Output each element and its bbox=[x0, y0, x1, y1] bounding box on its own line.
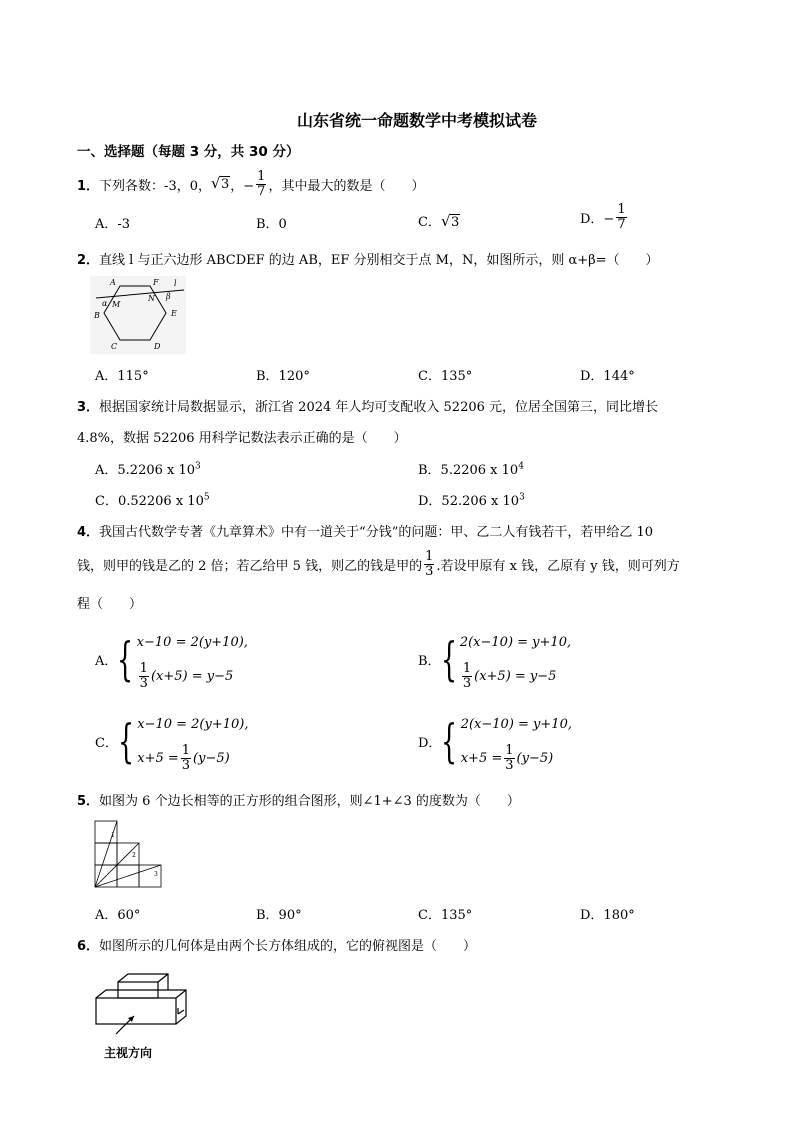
question-text: ，其中最大的数是（ ） bbox=[268, 178, 425, 194]
question-5-stem bbox=[77, 790, 520, 809]
option-a: A． { x−10 = 2(y+10), $\frac{1}{3}$ (x+5) = y−5 bbox=[95, 632, 248, 691]
fraction: $\frac{1}{3}$ bbox=[425, 549, 434, 579]
option-b: B．5.2206 x $10^4$ bbox=[418, 461, 524, 478]
minus-sign: ，− bbox=[230, 178, 255, 194]
option-c: C．135° bbox=[418, 908, 473, 923]
option-c: C．135° bbox=[418, 369, 473, 384]
option-a: A．5.2206 x $10^3$ bbox=[95, 461, 201, 478]
hexagon-figure bbox=[90, 276, 186, 354]
question-4-stem-line1 bbox=[77, 521, 653, 540]
section-heading: 一、选择题（每题 3 分，共 30 分） bbox=[77, 144, 300, 160]
figure-label: β bbox=[166, 292, 171, 301]
question-6-stem bbox=[77, 935, 476, 954]
figure-label: 3 bbox=[154, 871, 158, 878]
option-d: D．180° bbox=[580, 908, 635, 923]
option-b: B．0 bbox=[256, 217, 287, 232]
figure-label: B bbox=[94, 311, 100, 320]
cuboid-figure bbox=[94, 970, 194, 1035]
option-a: A．115° bbox=[95, 369, 149, 384]
question-1-stem bbox=[77, 170, 424, 198]
option-c: C．0.52206 x $10^5$ bbox=[95, 492, 210, 509]
question-text: 直线 l 与正六边形 ABCDEF 的边 AB，EF 分别相交于点 M，N，如图所示，则 α+β=（ ） bbox=[99, 253, 659, 268]
page-title: 山东省统一命题数学中考模拟试卷 bbox=[296, 111, 537, 130]
question-text: 如图为 6 个边长相等的正方形的组合图形，则∠1+∠3 的度数为（ ） bbox=[99, 794, 520, 809]
question-text: 我国古代数学专著《九章算术》中有一道关于“分钱”的问题：甲、乙二人有钱若干，若甲给乙 10 bbox=[99, 525, 654, 540]
question-text: 如图所示的几何体是由两个长方体组成的，它的俯视图是（ ） bbox=[99, 939, 477, 954]
figure-label: 1 bbox=[111, 832, 115, 839]
question-number: 2． bbox=[77, 253, 100, 268]
squares-figure bbox=[94, 820, 162, 888]
figure-label: l bbox=[174, 279, 177, 288]
figure-label: 2 bbox=[132, 852, 136, 859]
option-d: D． { 2(x−10) = y+10, x+5 = $\frac{1}{3}$ (y−5) bbox=[418, 714, 572, 773]
figure-caption: 主视方向 bbox=[104, 1046, 153, 1060]
option-d: D．− $\frac{1}{7}$ bbox=[580, 202, 626, 232]
figure-label: α bbox=[102, 299, 108, 308]
option-b: B． { 2(x−10) = y+10, $\frac{1}{3}$ (x+5) = y−5 bbox=[418, 632, 572, 691]
question-2-stem bbox=[77, 249, 659, 268]
option-b: B．120° bbox=[256, 369, 310, 384]
question-number: 5． bbox=[77, 794, 100, 809]
question-4-stem-line2: 钱，则甲的钱是乙的 2 倍；若乙给甲 5 钱，则乙的钱是甲的 $\frac{1}{3}$ .若设甲原有 x 钱，乙原有 y 钱，则可列方 bbox=[77, 549, 680, 579]
question-4-stem-line3: 程（ ） bbox=[77, 597, 143, 612]
figure-label: C bbox=[111, 342, 118, 351]
option-a: A．-3 bbox=[95, 217, 131, 232]
fraction: $\frac{1}{7}$ bbox=[257, 169, 266, 199]
figure-label: M bbox=[112, 300, 121, 309]
option-c: C． { x−10 = 2(y+10), x+5 = $\frac{1}{3}$ (y−5) bbox=[95, 714, 249, 773]
figure-label: N bbox=[148, 294, 155, 303]
option-d: D．52.206 x $10^3$ bbox=[418, 492, 525, 509]
figure-label: F bbox=[153, 278, 159, 287]
question-3-stem-line1 bbox=[77, 396, 658, 415]
figure-label: A bbox=[110, 278, 116, 287]
sqrt-expression: √ 3 bbox=[210, 173, 230, 192]
question-number: 1． bbox=[77, 178, 100, 194]
figure-label: D bbox=[154, 342, 161, 351]
question-number: 3． bbox=[77, 400, 100, 415]
question-3-stem-line2: 4.8%，数据 52206 用科学记数法表示正确的是（ ） bbox=[77, 431, 407, 446]
option-d: D．144° bbox=[580, 369, 635, 384]
question-number: 6． bbox=[77, 939, 100, 954]
figure-label: E bbox=[171, 309, 177, 318]
option-c: C． √ 3 bbox=[418, 212, 460, 230]
question-text: 下列各数：-3，0， bbox=[99, 178, 211, 194]
option-b: B．90° bbox=[256, 908, 302, 923]
question-text: 根据国家统计局数据显示，浙江省 2024 年人均可支配收入 52206 元，位居全国第三，同比增长 bbox=[99, 400, 659, 415]
option-a: A．60° bbox=[95, 908, 141, 923]
question-number: 4． bbox=[77, 525, 100, 540]
